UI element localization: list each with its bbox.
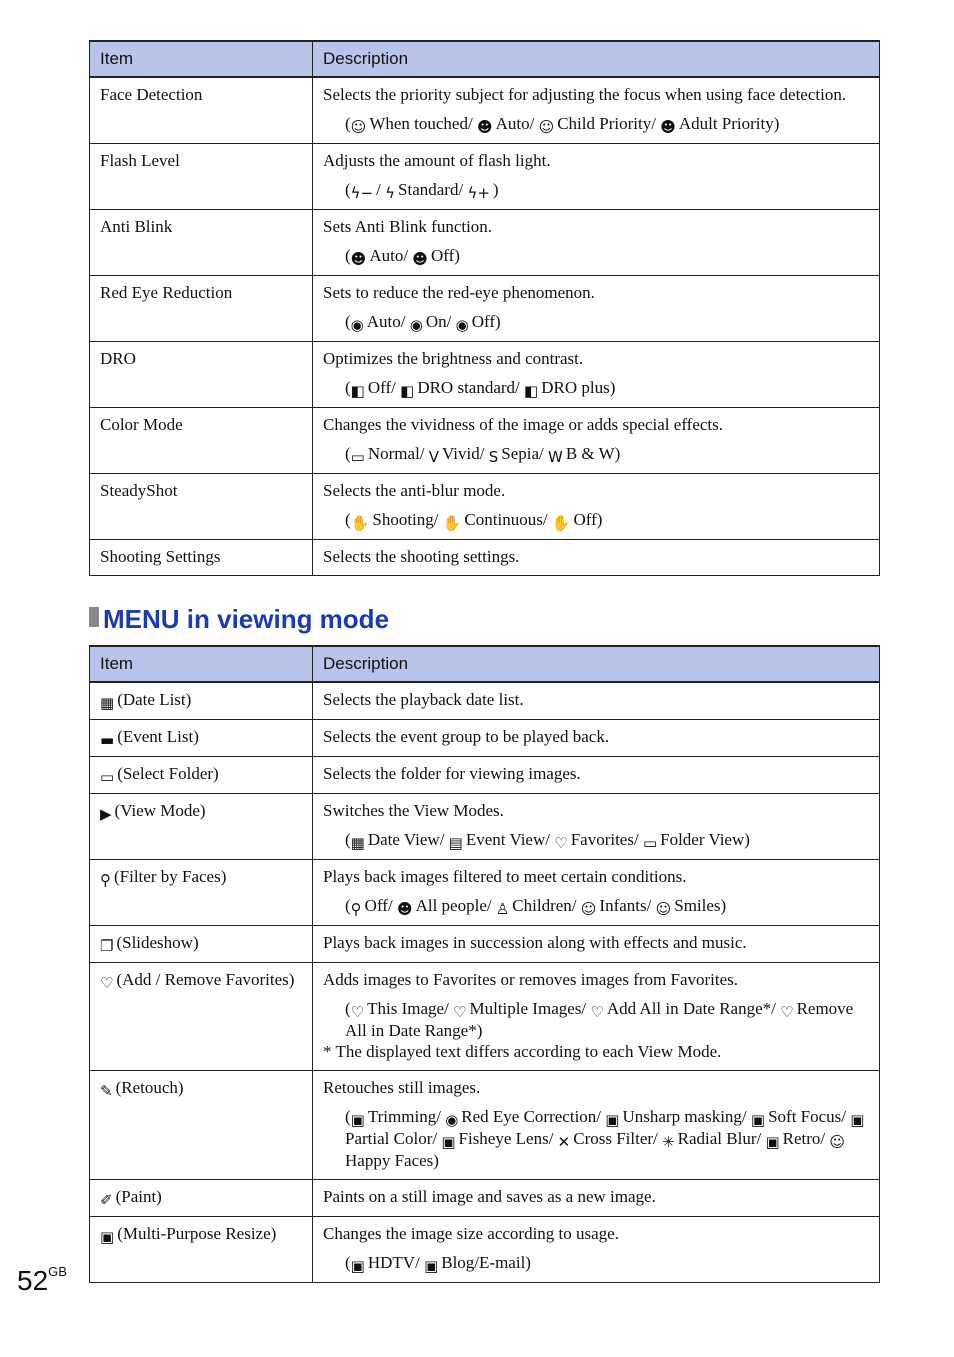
description-cell xyxy=(313,1180,880,1217)
description-cell xyxy=(313,77,880,144)
description-text: Plays back images in succession along with effects and music. xyxy=(323,933,747,952)
table-header xyxy=(90,646,880,682)
table-row xyxy=(90,77,880,144)
description-text: Plays back images filtered to meet certain conditions. xyxy=(323,867,687,886)
header-description: Description xyxy=(313,646,880,682)
description-text: Adds images to Favorites or removes images from Favorites. xyxy=(323,970,739,989)
option-label: / xyxy=(376,180,386,199)
description-cell xyxy=(313,757,880,794)
table-row xyxy=(90,342,880,408)
item-cell xyxy=(90,1180,313,1217)
option-label: Add All in Date Range*/ xyxy=(606,999,781,1018)
table-row xyxy=(90,682,880,720)
paint-icon: ✐ xyxy=(100,1191,113,1209)
description-text: Adjusts the amount of flash light. xyxy=(323,151,551,170)
description-cell xyxy=(313,144,880,210)
red-eye-correction-icon: ◉ xyxy=(445,1111,459,1129)
retro-icon: ▣ xyxy=(765,1133,780,1151)
option-list xyxy=(323,311,869,333)
option-label: Normal/ xyxy=(367,444,429,463)
open-paren: ( xyxy=(345,510,351,529)
fav-this-image-icon: ♡ xyxy=(350,1003,365,1021)
children-icon: ♙ xyxy=(495,900,510,918)
option-list xyxy=(323,443,869,465)
item-cell xyxy=(90,794,313,860)
section-title: MENU in viewing mode xyxy=(103,604,390,634)
item-label: DRO xyxy=(100,349,136,368)
color-bw-icon: W xyxy=(548,448,563,466)
description-cell xyxy=(313,276,880,342)
face-touch-icon: ☺ xyxy=(350,118,367,136)
date-view-icon: ▦ xyxy=(350,834,365,852)
open-paren: ( xyxy=(345,896,351,915)
option-label: Partial Color/ xyxy=(345,1129,442,1148)
blog-email-icon: ▣ xyxy=(424,1257,439,1275)
option-label: Folder View) xyxy=(660,830,750,849)
open-paren: ( xyxy=(345,444,351,463)
heading-bar xyxy=(89,607,99,627)
open-paren: ( xyxy=(345,1107,351,1126)
header-description: Description xyxy=(313,41,880,77)
option-label: Remove All in Date Range*) xyxy=(345,999,854,1040)
option-label: Off/ xyxy=(364,896,397,915)
description-text: Changes the vividness of the image or adds special effects. xyxy=(323,415,724,434)
favorites-icon: ♡ xyxy=(554,834,568,852)
table-row xyxy=(90,276,880,342)
option-label: Sepia/ xyxy=(501,444,548,463)
option-list xyxy=(323,113,869,135)
blink-auto-icon: ☻ xyxy=(350,250,367,268)
option-label: All people/ xyxy=(415,896,496,915)
option-label: Blog/E-mail) xyxy=(441,1253,531,1272)
option-label: Fisheye Lens/ xyxy=(458,1129,558,1148)
table-row xyxy=(90,757,880,794)
item-cell xyxy=(90,210,313,276)
redeye-auto-icon: ◉ xyxy=(350,316,364,334)
viewing-menu-table xyxy=(89,645,880,1283)
item-cell xyxy=(90,342,313,408)
item-cell xyxy=(90,757,313,794)
table-header xyxy=(90,41,880,77)
option-list xyxy=(323,179,869,201)
item-cell xyxy=(90,474,313,540)
page-suffix: GB xyxy=(48,1264,67,1279)
option-label: Trimming/ xyxy=(367,1107,446,1126)
redeye-on-icon: ◉ xyxy=(409,316,423,334)
item-label: (Date List) xyxy=(117,690,192,709)
table-row xyxy=(90,963,880,1071)
resize-icon: ▣ xyxy=(100,1228,115,1246)
option-label: Off/ xyxy=(367,378,401,397)
color-normal-icon: ▭ xyxy=(350,448,365,466)
option-label: Red Eye Correction/ xyxy=(461,1107,606,1126)
option-label: Vivid/ xyxy=(442,444,489,463)
option-label: This Image/ xyxy=(367,999,454,1018)
description-cell xyxy=(313,963,880,1071)
description-cell xyxy=(313,540,880,576)
option-label: Retro/ xyxy=(782,1129,830,1148)
description-text: Paints on a still image and saves as a new image. xyxy=(323,1187,656,1206)
table-row xyxy=(90,926,880,963)
description-text: Selects the event group to be played back. xyxy=(323,727,610,746)
event-view-icon: ▤ xyxy=(448,834,463,852)
trimming-icon: ▣ xyxy=(350,1111,365,1129)
description-cell xyxy=(313,474,880,540)
option-label: Children/ xyxy=(512,896,581,915)
table-row xyxy=(90,1217,880,1283)
description-cell xyxy=(313,926,880,963)
option-label: Event View/ xyxy=(465,830,555,849)
item-label: (Retouch) xyxy=(115,1078,184,1097)
fav-add-all-icon: ♡ xyxy=(590,1003,604,1021)
description-cell xyxy=(313,794,880,860)
item-label: Shooting Settings xyxy=(100,547,221,566)
description-cell xyxy=(313,1217,880,1283)
folder-view-icon: ▭ xyxy=(642,834,658,852)
description-cell xyxy=(313,720,880,757)
item-label: (Add / Remove Favorites) xyxy=(116,970,295,989)
item-cell xyxy=(90,1217,313,1283)
item-label: (Slideshow) xyxy=(116,933,199,952)
shooting-menu-table xyxy=(89,40,880,576)
slideshow-icon: ❐ xyxy=(100,937,114,955)
option-label: Soft Focus/ xyxy=(768,1107,851,1126)
open-paren: ( xyxy=(345,312,351,331)
option-label: Smiles) xyxy=(674,896,727,915)
table-row xyxy=(90,474,880,540)
radial-blur-icon: ✳ xyxy=(662,1133,675,1151)
item-cell xyxy=(90,1071,313,1180)
item-label: (Select Folder) xyxy=(117,764,219,783)
smiles-icon: ☺ xyxy=(655,900,672,918)
retouch-icon: ✎ xyxy=(100,1082,113,1100)
item-cell xyxy=(90,77,313,144)
description-text: Selects the priority subject for adjusting the focus when using face detection. xyxy=(323,85,847,104)
description-cell xyxy=(313,342,880,408)
option-list xyxy=(323,998,869,1041)
section-heading xyxy=(89,604,389,636)
option-label: Auto/ xyxy=(369,246,413,265)
face-auto-icon: ☻ xyxy=(476,118,493,136)
open-paren: ( xyxy=(345,1253,351,1272)
steadyshot-off-icon: ✋ xyxy=(551,514,571,532)
description-text: Changes the image size according to usage. xyxy=(323,1224,619,1243)
option-list xyxy=(323,1252,869,1274)
event-list-icon: ▬ xyxy=(100,731,115,749)
item-label: (View Mode) xyxy=(114,801,206,820)
open-paren: ( xyxy=(345,114,351,133)
page-number: $52^{GB}$ xyxy=(17,1264,67,1296)
description-cell xyxy=(313,682,880,720)
option-label: Continuous/ xyxy=(464,510,552,529)
option-list xyxy=(323,509,869,531)
option-label: DRO standard/ xyxy=(417,378,525,397)
open-paren: ( xyxy=(345,246,351,265)
item-label: SteadyShot xyxy=(100,481,178,500)
option-label: Off) xyxy=(573,510,603,529)
item-cell xyxy=(90,926,313,963)
view-mode-icon: ▶ xyxy=(100,805,112,823)
item-label: (Filter by Faces) xyxy=(114,867,227,886)
dro-plus-icon: ◧ xyxy=(524,382,539,400)
option-label: B & W) xyxy=(565,444,621,463)
item-label: Color Mode xyxy=(100,415,183,434)
unsharp-icon: ▣ xyxy=(605,1111,620,1129)
option-label: Cross Filter/ xyxy=(573,1129,663,1148)
open-paren: ( xyxy=(345,180,351,199)
color-sepia-icon: S xyxy=(488,448,499,466)
option-label: Date View/ xyxy=(367,830,449,849)
option-label: Child Priority/ xyxy=(557,114,661,133)
description-text: Selects the playback date list. xyxy=(323,690,524,709)
option-label: Shooting/ xyxy=(372,510,443,529)
adult-priority-icon: ☻ xyxy=(660,118,676,136)
redeye-off-icon: ◉ xyxy=(455,316,469,334)
description-text: Selects the anti-blur mode. xyxy=(323,481,506,500)
flash-standard-icon: ϟ xyxy=(385,184,396,202)
item-cell xyxy=(90,682,313,720)
open-paren: ( xyxy=(345,999,351,1018)
item-cell xyxy=(90,144,313,210)
dro-standard-icon: ◧ xyxy=(400,382,415,400)
dro-off-icon: ◧ xyxy=(350,382,365,400)
cross-filter-icon: ✕ xyxy=(557,1133,571,1151)
table-row xyxy=(90,210,880,276)
happy-faces-icon: ☺ xyxy=(829,1133,846,1151)
option-list xyxy=(323,245,869,267)
option-label: Off) xyxy=(430,246,460,265)
description-text: Sets Anti Blink function. xyxy=(323,217,493,236)
header-item: Item xyxy=(90,41,313,77)
steadyshot-continuous-icon: ✋ xyxy=(442,514,462,532)
flash-plus-icon: ϟ+ xyxy=(467,184,490,202)
item-label: Flash Level xyxy=(100,151,180,170)
partial-color-icon: ▣ xyxy=(850,1111,865,1129)
option-label: Adult Priority) xyxy=(678,114,780,133)
item-label: (Paint) xyxy=(115,1187,162,1206)
description-text: Retouches still images. xyxy=(323,1078,481,1097)
option-label: Favorites/ xyxy=(570,830,643,849)
option-label: DRO plus) xyxy=(541,378,616,397)
item-label: (Event List) xyxy=(117,727,199,746)
description-text: Switches the View Modes. xyxy=(323,801,504,820)
item-cell xyxy=(90,540,313,576)
option-label: Infants/ xyxy=(599,896,656,915)
open-paren: ( xyxy=(345,830,351,849)
option-label: Auto/ xyxy=(366,312,410,331)
heart-icon: ♡ xyxy=(100,974,114,992)
option-list xyxy=(323,377,869,399)
table-row xyxy=(90,408,880,474)
flash-minus-icon: ϟ− xyxy=(350,184,374,202)
item-cell xyxy=(90,720,313,757)
description-text: Optimizes the brightness and contrast. xyxy=(323,349,584,368)
blink-off-icon: ☻ xyxy=(412,250,428,268)
option-list xyxy=(323,829,869,851)
option-label: On/ xyxy=(425,312,456,331)
table-row xyxy=(90,1071,880,1180)
item-label: Red Eye Reduction xyxy=(100,283,233,302)
steadyshot-shooting-icon: ✋ xyxy=(350,514,370,532)
option-label: Auto/ xyxy=(495,114,539,133)
option-label: ) xyxy=(492,180,499,199)
item-cell xyxy=(90,963,313,1071)
hdtv-icon: ▣ xyxy=(350,1257,365,1275)
all-people-icon: ☻ xyxy=(396,900,413,918)
color-vivid-icon: V xyxy=(428,448,440,466)
option-list xyxy=(323,895,869,917)
option-label: Unsharp masking/ xyxy=(622,1107,751,1126)
description-cell xyxy=(313,408,880,474)
open-paren: ( xyxy=(345,378,351,397)
option-label: Multiple Images/ xyxy=(469,999,591,1018)
option-label: Off) xyxy=(471,312,501,331)
fisheye-icon: ▣ xyxy=(441,1133,456,1151)
item-cell xyxy=(90,276,313,342)
option-list xyxy=(323,1106,869,1171)
folder-icon: ▭ xyxy=(100,768,115,786)
item-label: (Multi-Purpose Resize) xyxy=(117,1224,277,1243)
option-label: Standard/ xyxy=(398,180,468,199)
table-row xyxy=(90,720,880,757)
description-cell xyxy=(313,210,880,276)
table-row xyxy=(90,144,880,210)
description-text: Sets to reduce the red-eye phenomenon. xyxy=(323,283,595,302)
description-cell xyxy=(313,1071,880,1180)
filter-off-icon: ⚲ xyxy=(350,900,362,918)
footnote: * The displayed text differs according to each View Mode. xyxy=(323,1042,722,1061)
item-cell xyxy=(90,408,313,474)
child-priority-icon: ☺ xyxy=(538,118,555,136)
option-label: Radial Blur/ xyxy=(677,1129,766,1148)
item-label: Anti Blink xyxy=(100,217,173,236)
table-row xyxy=(90,540,880,576)
option-label: Happy Faces) xyxy=(345,1151,439,1170)
item-cell xyxy=(90,860,313,926)
item-label: Face Detection xyxy=(100,85,203,104)
infants-icon: ☺ xyxy=(580,900,597,918)
description-text: Selects the folder for viewing images. xyxy=(323,764,581,783)
header-item: Item xyxy=(90,646,313,682)
option-label: When touched/ xyxy=(369,114,477,133)
description-cell xyxy=(313,860,880,926)
table-row xyxy=(90,860,880,926)
soft-focus-icon: ▣ xyxy=(750,1111,766,1129)
description-text: Selects the shooting settings. xyxy=(323,547,520,566)
fav-multiple-icon: ♡ xyxy=(453,1003,467,1021)
filter-faces-icon: ⚲ xyxy=(100,871,111,889)
fav-remove-all-icon: ♡ xyxy=(780,1003,794,1021)
table-row xyxy=(90,794,880,860)
date-list-icon: ▦ xyxy=(100,694,115,712)
table-row xyxy=(90,1180,880,1217)
option-label: HDTV/ xyxy=(367,1253,425,1272)
